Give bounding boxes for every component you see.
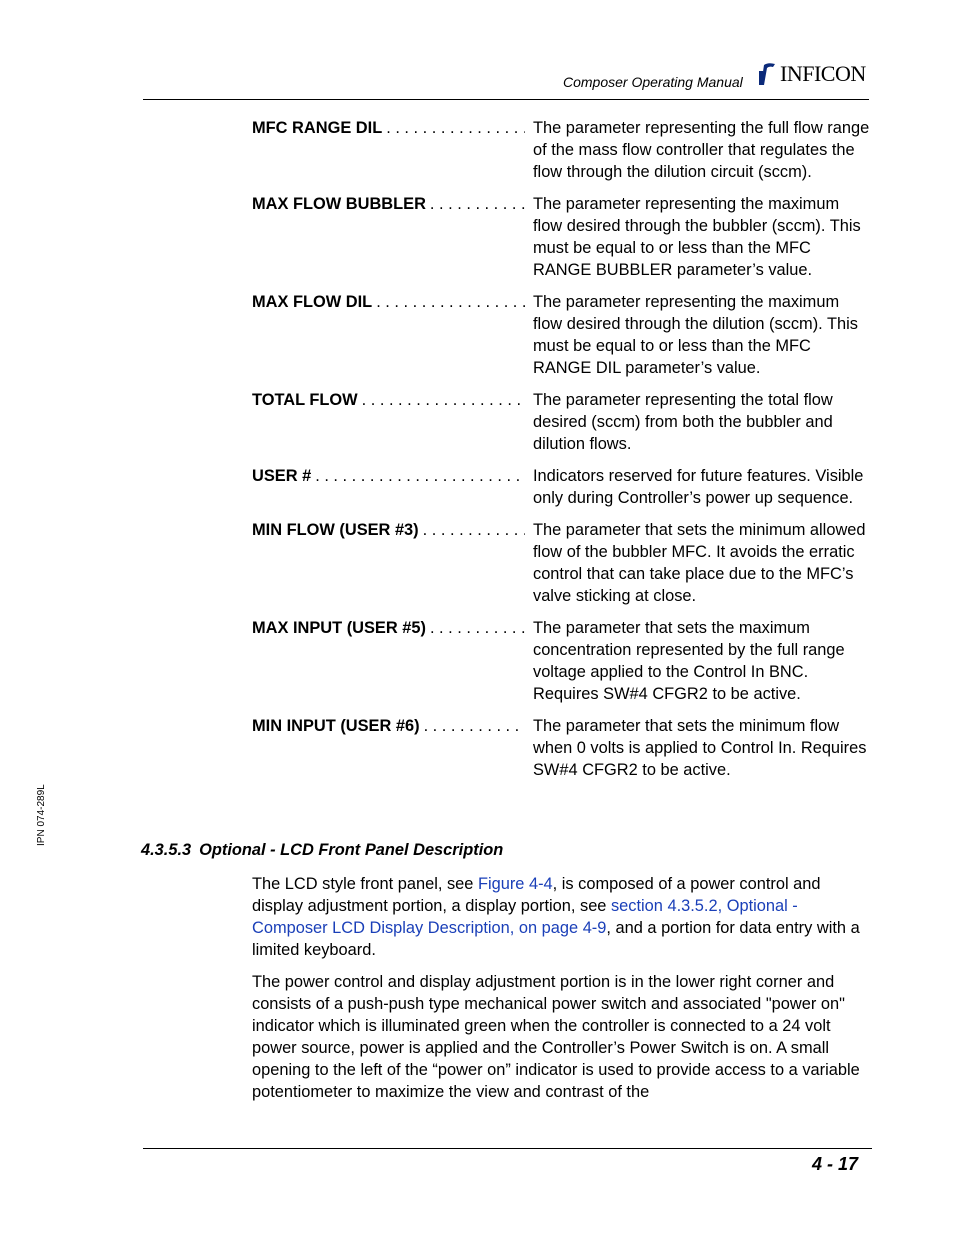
- term-name: MIN FLOW (USER #3): [252, 521, 419, 539]
- definition-description: The parameter that sets the maximum concentration represented by the full range voltage applied to the Control In BNC. Requires SW#4 CFGR2 to be active.: [533, 619, 845, 703]
- definition-item: [252, 617, 872, 705]
- section-heading: [141, 841, 503, 860]
- definition-term: [252, 193, 533, 281]
- dot-leader: [386, 117, 525, 183]
- definition-term: [252, 617, 533, 705]
- header-rule: [143, 99, 869, 100]
- term-name: MAX FLOW DIL: [252, 293, 373, 311]
- definition-list: [252, 117, 872, 791]
- footer-rule: [143, 1148, 872, 1149]
- section-link[interactable]: section 4.3.5.2, Optional - Composer LCD Display Description, on page 4-9: [252, 897, 798, 937]
- definition-term: [252, 389, 533, 455]
- term-name: USER #: [252, 467, 312, 485]
- paragraph-text: The LCD style front panel, see: [252, 875, 478, 893]
- definition-description: The parameter that sets the minimum flow when 0 volts is applied to Control In. Requires SW#4 CFGR2 to be active.: [533, 717, 867, 779]
- definition-item: [252, 193, 872, 281]
- paragraph-front-panel: [252, 873, 870, 961]
- term-name: TOTAL FLOW: [252, 391, 358, 409]
- definition-description: Indicators reserved for future features. Visible only during Controller’s power up sequence.: [533, 467, 864, 507]
- paragraph-power-control: The power control and display adjustment portion is in the lower right corner and consists of a push-push type mechanical power switch and associated "power on" indicator which is illuminated green when the controller is connected to a 24 volt power source, power is applied and the Controller’s Power Switch is on. A small opening to the left of the “power on” indicator is used to provide access to a variable potentiometer to maximize the view and contrast of the: [252, 973, 860, 1101]
- definition-item: [252, 519, 872, 607]
- term-name: MAX INPUT (USER #5): [252, 619, 426, 637]
- paragraph-text: , and a portion for data entry with a limited keyboard.: [252, 919, 860, 959]
- definition-description: The parameter representing the maximum flow desired through the bubbler (sccm). This must be equal to or less than the MFC RANGE BUBBLER parameter’s value.: [533, 195, 861, 279]
- definition-term: [252, 465, 533, 509]
- term-name: MIN INPUT (USER #6): [252, 717, 420, 735]
- dot-leader: [430, 617, 525, 705]
- logo-text: INFICON: [780, 61, 866, 86]
- dot-leader: [315, 465, 525, 509]
- definition-term: [252, 117, 533, 183]
- term-name: MFC RANGE DIL: [252, 119, 383, 137]
- definition-term: [252, 291, 533, 379]
- definition-item: [252, 389, 872, 455]
- dot-leader: [424, 715, 525, 781]
- definition-description: The parameter representing the maximum flow desired through the dilution (sccm). This must be equal to or less than the MFC RANGE DIL parameter’s value.: [533, 293, 858, 377]
- definition-item: [252, 117, 872, 183]
- dot-leader: [423, 519, 525, 607]
- inficon-logo-icon: [758, 61, 778, 87]
- definition-description: The parameter representing the full flow range of the mass flow controller that regulates the flow through the dilution circuit (sccm).: [533, 119, 870, 181]
- document-code: IPN 074-289L: [36, 784, 47, 846]
- dot-leader: [376, 291, 525, 379]
- definition-term: [252, 519, 533, 607]
- term-name: MAX FLOW BUBBLER: [252, 195, 426, 213]
- inficon-logo: [758, 61, 866, 87]
- figure-link[interactable]: Figure 4-4: [477, 875, 553, 893]
- definition-description: The parameter representing the total flow desired (sccm) from both the bubbler and dilution flows.: [533, 391, 833, 453]
- paragraph-text: , is composed of a power control and display adjustment portion, a display portion, see: [252, 875, 821, 915]
- definition-term: [252, 715, 533, 781]
- definition-description: The parameter that sets the minimum allowed flow of the bubbler MFC. It avoids the erratic control that can take place due to the MFC’s valve sticking at close.: [533, 521, 866, 605]
- definition-item: [252, 291, 872, 379]
- dot-leader: [430, 193, 525, 281]
- page-number: 4 - 17: [812, 1154, 859, 1174]
- section-number: 4.3.5.3: [141, 841, 192, 859]
- dot-leader: [362, 389, 525, 455]
- manual-title: Composer Operating Manual: [563, 74, 743, 90]
- definition-item: [252, 715, 872, 781]
- section-title: Optional - LCD Front Panel Description: [199, 841, 504, 859]
- definition-item: [252, 465, 872, 509]
